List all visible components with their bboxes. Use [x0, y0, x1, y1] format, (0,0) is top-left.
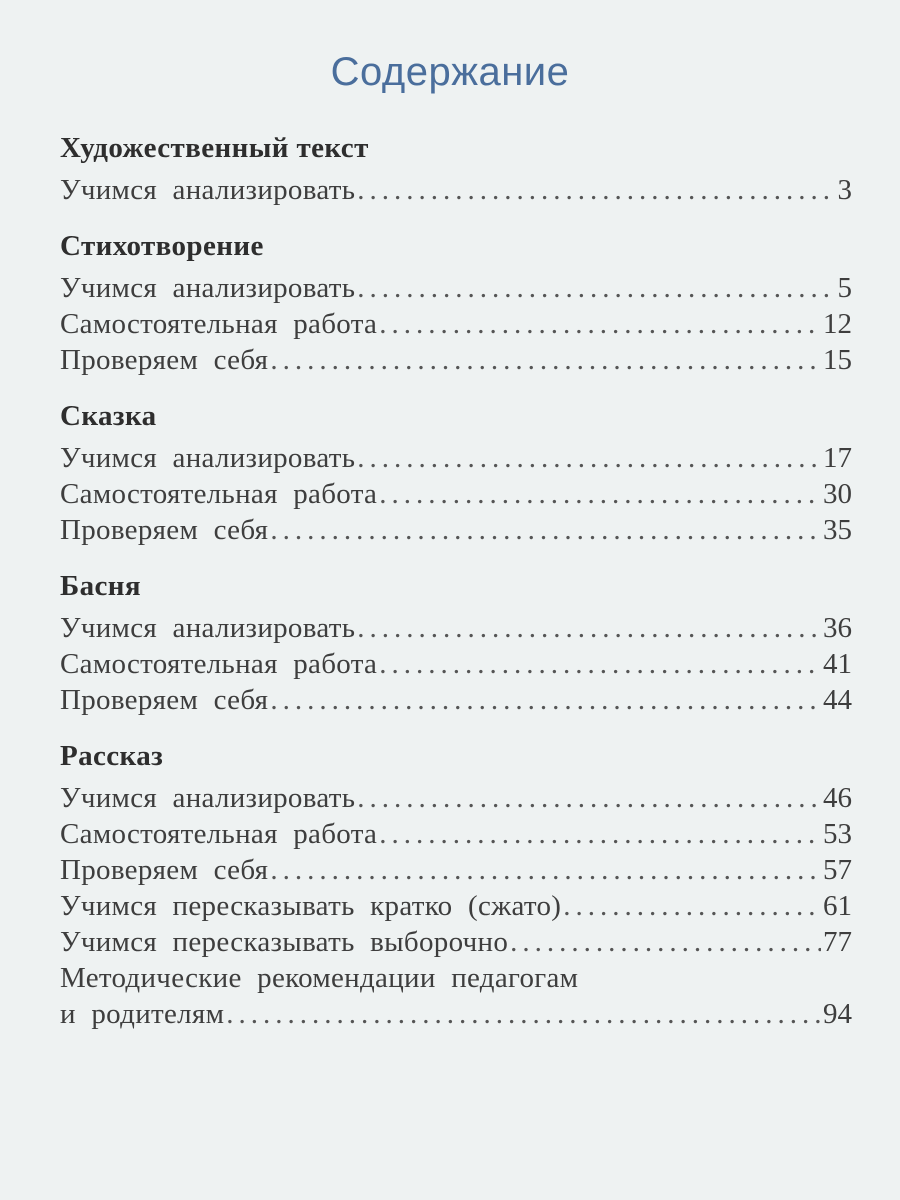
page-title: Содержание [330, 50, 570, 94]
page-number: 44 [823, 684, 852, 716]
toc-entry[interactable] [60, 610, 852, 646]
dot-leader [510, 924, 821, 960]
entry-label: Учимся анализировать [60, 174, 356, 206]
toc-entry[interactable] [60, 888, 852, 924]
entry-last-line [60, 996, 852, 1032]
page-number: 41 [823, 648, 852, 680]
page-number: 46 [823, 782, 852, 814]
toc-entry[interactable] [60, 682, 852, 718]
entry-label: Самостоятельная работа [60, 478, 378, 510]
entry-label: Проверяем себя [60, 344, 269, 376]
page-number: 57 [823, 854, 852, 886]
dot-leader [270, 682, 821, 718]
entry-label: Самостоятельная работа [60, 818, 378, 850]
entry-label: Проверяем себя [60, 684, 269, 716]
page-number: 12 [823, 308, 852, 340]
page-number: 53 [823, 818, 852, 850]
page-number: 30 [823, 478, 852, 510]
dot-leader [563, 888, 821, 924]
dot-leader [379, 816, 821, 852]
toc-entry[interactable] [60, 816, 852, 852]
toc-entry-multiline[interactable] [60, 960, 852, 1032]
entry-label: Учимся пересказывать выборочно [60, 926, 509, 958]
dot-leader [379, 306, 821, 342]
section-heading: Сказка [60, 400, 157, 432]
dot-leader [379, 646, 821, 682]
dot-leader [270, 852, 821, 888]
toc-section [60, 228, 852, 378]
page-number: 94 [823, 998, 852, 1030]
entry-label-line1: Методические рекомендации педагогам [60, 962, 579, 994]
page-number: 5 [837, 272, 852, 304]
entry-label: Проверяем себя [60, 854, 269, 886]
page-number: 61 [823, 890, 852, 922]
section-heading: Стихотворение [60, 230, 264, 262]
page-number: 17 [823, 442, 852, 474]
page-number: 35 [823, 514, 852, 546]
toc-entry[interactable] [60, 780, 852, 816]
dot-leader [270, 512, 821, 548]
toc-entry[interactable] [60, 172, 852, 208]
entry-label: Учимся анализировать [60, 442, 356, 474]
dot-leader [357, 440, 821, 476]
dot-leader [357, 780, 821, 816]
toc-section [60, 130, 852, 208]
toc-entry[interactable] [60, 270, 852, 306]
toc-entry[interactable] [60, 852, 852, 888]
dot-leader [357, 610, 821, 646]
dot-leader [379, 476, 821, 512]
toc-entry[interactable] [60, 476, 852, 512]
section-heading: Рассказ [60, 740, 164, 772]
toc-entry[interactable] [60, 646, 852, 682]
toc-section [60, 738, 852, 1032]
entry-label: Учимся анализировать [60, 612, 356, 644]
toc-section [60, 398, 852, 548]
section-heading: Художественный текст [60, 132, 369, 164]
dot-leader [357, 172, 835, 208]
table-of-contents [60, 130, 852, 1052]
entry-label: Проверяем себя [60, 514, 269, 546]
toc-entry[interactable] [60, 512, 852, 548]
dot-leader [357, 270, 835, 306]
section-heading: Басня [60, 570, 141, 602]
entry-label: Учимся пересказывать кратко (сжато) [60, 890, 562, 922]
toc-section [60, 568, 852, 718]
dot-leader [226, 996, 821, 1032]
dot-leader [270, 342, 821, 378]
entry-label-line2: и родителям [60, 998, 225, 1030]
entry-label: Учимся анализировать [60, 782, 356, 814]
page-number: 77 [823, 926, 852, 958]
toc-entry[interactable] [60, 306, 852, 342]
page-number: 15 [823, 344, 852, 376]
page-number: 3 [837, 174, 852, 206]
toc-entry[interactable] [60, 440, 852, 476]
entry-label: Учимся анализировать [60, 272, 356, 304]
entry-label: Самостоятельная работа [60, 648, 378, 680]
toc-entry[interactable] [60, 342, 852, 378]
toc-entry[interactable] [60, 924, 852, 960]
entry-label: Самостоятельная работа [60, 308, 378, 340]
page-number: 36 [823, 612, 852, 644]
